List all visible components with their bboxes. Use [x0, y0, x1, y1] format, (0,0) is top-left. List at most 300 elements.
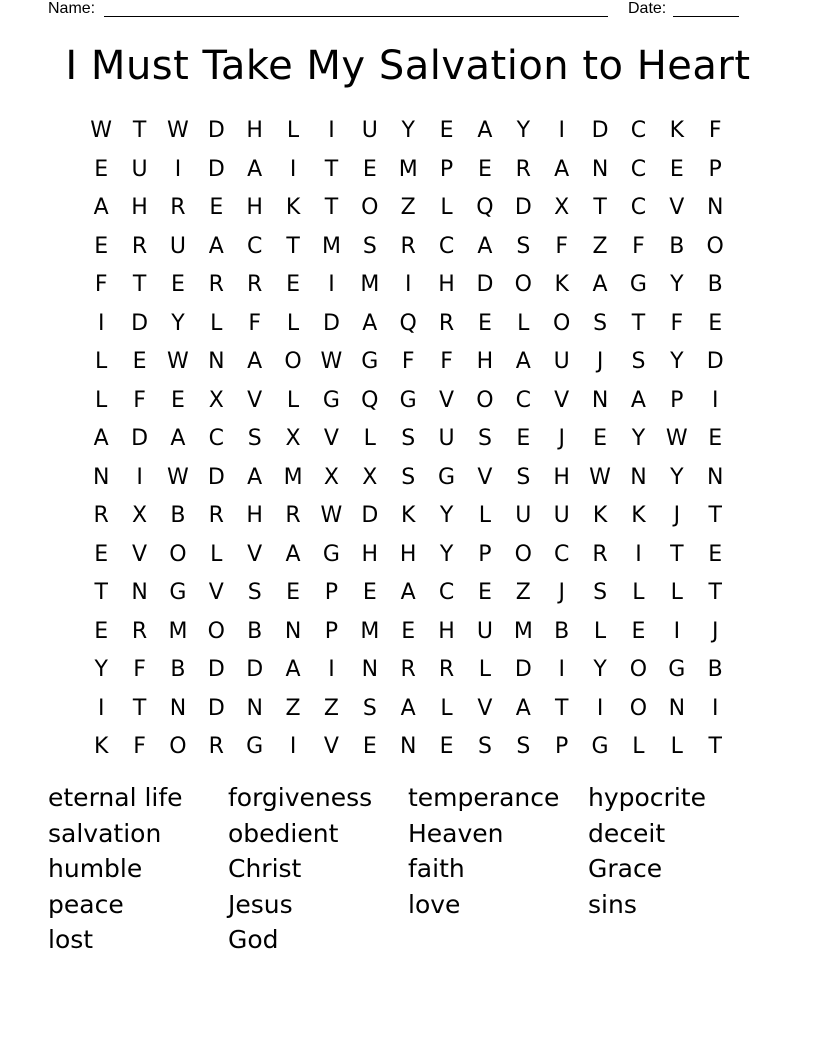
grid-letter: E: [477, 156, 492, 182]
grid-letter: V: [477, 695, 493, 721]
grid-letter: N: [591, 387, 609, 413]
word-list-item: obedient: [228, 818, 339, 848]
grid-letter: L: [286, 387, 300, 413]
grid-letter: M: [398, 156, 418, 182]
grid-letter: D: [246, 657, 264, 682]
word-list-item: temperance: [408, 783, 560, 812]
grid-letter: G: [169, 580, 187, 605]
grid-letter: O: [514, 541, 532, 567]
grid-letter: D: [131, 310, 149, 336]
grid-letter: X: [132, 503, 148, 528]
grid-letter: F: [440, 349, 453, 374]
grid-letter: J: [596, 349, 604, 374]
grid-letter: L: [440, 695, 453, 721]
grid-letter: V: [132, 541, 148, 567]
grid-letter: P: [324, 618, 339, 644]
grid-letter: U: [131, 156, 148, 182]
grid-letter: I: [136, 464, 143, 490]
grid-letter: F: [133, 387, 146, 413]
grid-letter: A: [400, 580, 416, 605]
grid-letter: G: [668, 657, 686, 682]
grid-letter: D: [476, 272, 494, 297]
grid-letter: I: [328, 657, 335, 682]
grid-letter: G: [629, 272, 647, 297]
grid-letter: I: [673, 618, 681, 644]
grid-letter: Q: [476, 195, 494, 220]
grid-letter: U: [361, 118, 378, 143]
grid-letter: Y: [593, 657, 607, 682]
word-list-item: deceit: [588, 818, 666, 848]
grid-letter: Y: [670, 349, 684, 374]
grid-letter: L: [210, 310, 223, 336]
grid-letter: H: [246, 195, 263, 220]
grid-letter: L: [286, 310, 300, 336]
grid-letter: U: [476, 618, 493, 644]
page-title: I Must Take My Salvation to Heart: [65, 43, 751, 89]
grid-letter: H: [361, 541, 379, 567]
grid-letter: K: [554, 272, 569, 297]
grid-letter: I: [711, 695, 719, 721]
grid-letter: A: [515, 349, 531, 374]
name-label: Name:: [48, 0, 96, 17]
grid-letter: D: [207, 118, 225, 143]
grid-letter: C: [515, 387, 531, 413]
grid-letter: P: [555, 734, 569, 759]
grid-letter: T: [593, 195, 607, 220]
grid-letter: E: [362, 734, 377, 759]
grid-letter: E: [439, 118, 454, 143]
grid-letter: Z: [323, 695, 339, 721]
grid-letter: H: [246, 503, 263, 528]
grid-letter: R: [208, 503, 224, 528]
grid-letter: R: [400, 233, 416, 259]
grid-letter: L: [95, 349, 108, 374]
grid-letter: B: [707, 272, 723, 297]
word-list-item: Heaven: [408, 818, 504, 848]
grid-letter: E: [477, 310, 492, 336]
grid-letter: N: [706, 195, 724, 220]
grid-letter: B: [554, 618, 570, 644]
grid-letter: D: [591, 118, 609, 143]
grid-letter: I: [174, 156, 182, 182]
grid-letter: O: [514, 272, 532, 297]
grid-letter: R: [285, 503, 301, 528]
grid-letter: L: [286, 118, 300, 143]
grid-letter: Y: [631, 426, 646, 451]
word-list-item: lost: [48, 925, 94, 954]
grid-letter: A: [515, 695, 531, 721]
grid-letter: B: [247, 618, 263, 644]
grid-letter: R: [93, 503, 109, 528]
grid-letter: F: [708, 118, 722, 143]
grid-letter: S: [516, 734, 531, 759]
grid-letter: R: [131, 233, 148, 259]
grid-letter: E: [362, 580, 377, 605]
grid-letter: C: [630, 156, 647, 182]
grid-letter: D: [706, 349, 724, 374]
grid-letter: T: [708, 734, 722, 759]
grid-letter: X: [323, 464, 339, 490]
grid-letter: I: [328, 118, 335, 143]
grid-letter: L: [210, 541, 223, 567]
grid-letter: T: [708, 503, 722, 528]
grid-letter: A: [477, 118, 493, 143]
grid-letter: A: [400, 695, 416, 721]
grid-letter: W: [90, 118, 113, 143]
grid-letter: X: [285, 426, 301, 451]
grid-letter: L: [478, 657, 492, 682]
grid-letter: V: [669, 195, 685, 220]
grid-letter: Q: [399, 310, 417, 336]
grid-letter: R: [592, 541, 608, 567]
grid-letter: E: [708, 426, 723, 451]
grid-letter: Y: [171, 310, 185, 336]
grid-letter: E: [362, 156, 377, 182]
grid-letter: H: [246, 118, 263, 143]
grid-letter: S: [401, 426, 416, 451]
grid-letter: T: [708, 580, 722, 605]
grid-letter: R: [438, 657, 455, 682]
grid-letter: A: [247, 156, 263, 182]
grid-letter: S: [477, 426, 492, 451]
grid-letter: A: [285, 541, 301, 567]
grid-letter: O: [169, 734, 187, 759]
grid-letter: D: [361, 503, 379, 528]
grid-letter: B: [707, 657, 723, 682]
grid-letter: G: [399, 387, 417, 413]
grid-letter: W: [589, 464, 611, 490]
grid-letter: R: [208, 734, 224, 759]
grid-letter: S: [593, 310, 608, 336]
grid-letter: X: [554, 195, 570, 220]
grid-letter: W: [167, 349, 189, 374]
grid-letter: H: [438, 618, 455, 644]
word-list-item: Christ: [228, 854, 302, 883]
grid-letter: U: [515, 503, 532, 528]
grid-letter: M: [283, 464, 303, 490]
grid-letter: N: [591, 156, 609, 182]
grid-letter: F: [401, 349, 415, 374]
word-list-item: peace: [48, 889, 124, 919]
grid-letter: O: [706, 233, 724, 259]
grid-letter: G: [361, 349, 379, 374]
grid-letter: C: [630, 118, 647, 143]
grid-letter: V: [554, 387, 570, 413]
grid-letter: W: [665, 426, 688, 451]
grid-letter: L: [593, 618, 607, 644]
grid-letter: U: [169, 233, 186, 259]
word-list-item: salvation: [48, 818, 162, 848]
grid-letter: S: [477, 734, 492, 759]
grid-letter: S: [362, 233, 377, 259]
grid-letter: K: [285, 195, 301, 220]
grid-letter: K: [592, 503, 608, 528]
grid-letter: W: [167, 118, 189, 143]
grid-letter: J: [673, 503, 681, 528]
word-list-item: hypocrite: [588, 783, 706, 812]
grid-letter: E: [94, 618, 109, 644]
grid-letter: S: [401, 464, 416, 490]
grid-letter: I: [596, 695, 604, 721]
grid-letter: S: [247, 426, 262, 451]
grid-letter: Y: [439, 541, 454, 567]
grid-letter: T: [132, 695, 147, 721]
grid-letter: E: [516, 426, 531, 451]
grid-letter: E: [477, 580, 492, 605]
grid-letter: Z: [592, 233, 608, 259]
grid-letter: T: [132, 272, 147, 297]
grid-letter: N: [706, 464, 724, 490]
grid-letter: E: [401, 618, 416, 644]
grid-letter: V: [247, 387, 263, 413]
grid-letter: M: [360, 618, 380, 644]
grid-letter: M: [513, 618, 533, 644]
grid-letter: K: [400, 503, 416, 528]
grid-letter: M: [321, 233, 341, 259]
grid-letter: E: [94, 156, 109, 182]
grid-letter: N: [668, 695, 686, 721]
grid-letter: X: [362, 464, 378, 490]
grid-letter: T: [670, 541, 684, 567]
grid-letter: J: [558, 426, 565, 451]
grid-letter: G: [322, 541, 340, 567]
grid-letter: L: [632, 580, 645, 605]
grid-letter: O: [207, 618, 225, 644]
grid-letter: P: [478, 541, 492, 567]
grid-letter: T: [324, 195, 339, 220]
grid-letter: K: [669, 118, 685, 143]
grid-letter: W: [167, 464, 189, 490]
grid-letter: E: [132, 349, 147, 374]
grid-letter: Z: [400, 195, 416, 220]
grid-letter: A: [93, 426, 109, 451]
grid-letter: N: [246, 695, 263, 721]
grid-letter: E: [286, 580, 301, 605]
grid-letter: W: [320, 503, 343, 528]
grid-letter: N: [208, 349, 225, 374]
grid-letter: Y: [439, 503, 454, 528]
grid-letter: I: [97, 695, 105, 721]
grid-letter: E: [708, 541, 723, 567]
word-list-item: Jesus: [228, 889, 293, 919]
grid-letter: F: [133, 657, 146, 682]
grid-letter: M: [360, 272, 380, 297]
grid-letter: N: [92, 464, 110, 490]
grid-letter: C: [438, 580, 455, 605]
grid-letter: A: [93, 195, 109, 220]
grid-letter: Y: [670, 272, 684, 297]
grid-letter: J: [711, 618, 719, 644]
grid-letter: Q: [361, 387, 379, 413]
grid-letter: L: [95, 387, 108, 413]
grid-letter: D: [514, 195, 532, 220]
header-line: [48, 0, 748, 20]
grid-letter: S: [631, 349, 646, 374]
grid-letter: W: [320, 349, 343, 374]
grid-letter: C: [208, 426, 224, 451]
grid-letter: M: [168, 618, 188, 644]
grid-letter: Y: [670, 464, 684, 490]
grid-letter: I: [289, 156, 297, 182]
grid-letter: E: [170, 387, 185, 413]
grid-letter: C: [554, 541, 570, 567]
grid-letter: D: [207, 695, 225, 721]
grid-letter: B: [170, 503, 186, 528]
grid-letter: O: [476, 387, 494, 413]
grid-letter: E: [631, 618, 646, 644]
date-label: Date:: [628, 0, 667, 17]
grid-letter: A: [362, 310, 378, 336]
grid-letter: N: [361, 657, 379, 682]
grid-letter: E: [170, 272, 185, 297]
grid-letter: A: [592, 272, 608, 297]
grid-letter: E: [209, 195, 224, 220]
grid-letter: O: [361, 195, 379, 220]
grid-letter: F: [555, 233, 569, 259]
grid-letter: K: [631, 503, 646, 528]
grid-letter: B: [669, 233, 685, 259]
grid-letter: O: [629, 695, 648, 721]
grid-letter: H: [131, 195, 148, 220]
grid-letter: F: [632, 233, 645, 259]
grid-letter: G: [246, 734, 264, 759]
word-list-item: sins: [588, 889, 637, 919]
grid-letter: I: [328, 272, 335, 297]
grid-letter: L: [517, 310, 530, 336]
grid-letter: G: [438, 464, 456, 490]
grid-letter: S: [516, 233, 531, 259]
grid-letter: D: [131, 426, 149, 451]
grid-letter: J: [558, 580, 565, 605]
grid-letter: R: [400, 657, 416, 682]
grid-letter: E: [94, 233, 109, 259]
letter-grid: [82, 112, 734, 767]
grid-letter: A: [285, 657, 301, 682]
grid-letter: U: [553, 349, 570, 374]
grid-letter: L: [440, 195, 453, 220]
grid-letter: P: [708, 156, 722, 182]
grid-letter: T: [554, 695, 569, 721]
grid-letter: F: [133, 734, 146, 759]
grid-letter: T: [631, 310, 646, 336]
grid-letter: R: [131, 618, 148, 644]
grid-letter: X: [208, 387, 224, 413]
grid-letter: O: [169, 541, 187, 567]
grid-letter: C: [630, 195, 647, 220]
grid-letter: R: [208, 272, 224, 297]
grid-letter: S: [516, 464, 531, 490]
grid-letter: R: [438, 310, 455, 336]
grid-letter: V: [323, 426, 339, 451]
grid-letter: E: [669, 156, 684, 182]
grid-letter: V: [477, 464, 493, 490]
grid-letter: T: [132, 118, 147, 143]
grid-letter: P: [324, 580, 339, 605]
grid-letter: L: [670, 734, 683, 759]
grid-letter: R: [515, 156, 531, 182]
grid-letter: N: [169, 695, 187, 721]
grid-letter: P: [670, 387, 684, 413]
grid-letter: I: [635, 541, 642, 567]
word-list-item: love: [408, 889, 461, 919]
grid-letter: L: [670, 580, 683, 605]
grid-letter: U: [553, 503, 570, 528]
grid-letter: C: [438, 233, 455, 259]
grid-letter: I: [289, 734, 297, 759]
grid-letter: V: [323, 734, 339, 759]
grid-letter: E: [286, 272, 301, 297]
grid-letter: I: [97, 310, 105, 336]
grid-letter: Z: [515, 580, 531, 605]
word-list-item: forgiveness: [228, 783, 373, 812]
grid-letter: A: [208, 233, 224, 259]
grid-letter: E: [708, 310, 723, 336]
grid-letter: I: [711, 387, 719, 413]
grid-letter: H: [476, 349, 494, 374]
grid-letter: F: [248, 310, 262, 336]
grid-letter: F: [670, 310, 684, 336]
grid-letter: E: [439, 734, 454, 759]
grid-letter: D: [207, 156, 225, 182]
word-list-item: Grace: [588, 854, 663, 883]
grid-letter: L: [478, 503, 492, 528]
grid-letter: D: [322, 310, 340, 336]
grid-letter: N: [399, 734, 417, 759]
word-list-item: eternal life: [48, 783, 183, 812]
grid-letter: D: [207, 464, 225, 490]
word-list-item: faith: [408, 854, 465, 883]
grid-letter: L: [632, 734, 645, 759]
grid-letter: A: [554, 156, 570, 182]
grid-letter: N: [630, 464, 647, 490]
word-list: [48, 780, 768, 958]
grid-letter: B: [170, 657, 186, 682]
grid-letter: G: [591, 734, 609, 759]
grid-letter: C: [247, 233, 263, 259]
grid-letter: I: [558, 657, 565, 682]
grid-letter: A: [247, 349, 263, 374]
grid-letter: S: [247, 580, 262, 605]
grid-letter: U: [438, 426, 455, 451]
grid-letter: R: [170, 195, 186, 220]
grid-letter: V: [208, 580, 224, 605]
grid-letter: I: [558, 118, 565, 143]
grid-letter: N: [131, 580, 148, 605]
grid-letter: I: [404, 272, 412, 297]
word-list-item: God: [228, 925, 279, 954]
grid-letter: N: [284, 618, 302, 644]
grid-letter: A: [477, 233, 493, 259]
grid-letter: F: [94, 272, 108, 297]
grid-letter: L: [363, 426, 376, 451]
date-blank-line: [673, 16, 739, 17]
grid-letter: D: [514, 657, 532, 682]
grid-letter: K: [93, 734, 109, 759]
grid-letter: V: [439, 387, 455, 413]
grid-letter: V: [247, 541, 263, 567]
grid-letter: R: [247, 272, 263, 297]
grid-letter: H: [438, 272, 455, 297]
name-blank-line: [104, 16, 608, 17]
grid-letter: E: [94, 541, 109, 567]
grid-letter: S: [362, 695, 377, 721]
grid-letter: Y: [516, 118, 531, 143]
grid-letter: Y: [94, 657, 108, 682]
grid-letter: E: [593, 426, 608, 451]
grid-letter: T: [94, 580, 108, 605]
grid-letter: Z: [285, 695, 301, 721]
grid-letter: T: [286, 233, 300, 259]
